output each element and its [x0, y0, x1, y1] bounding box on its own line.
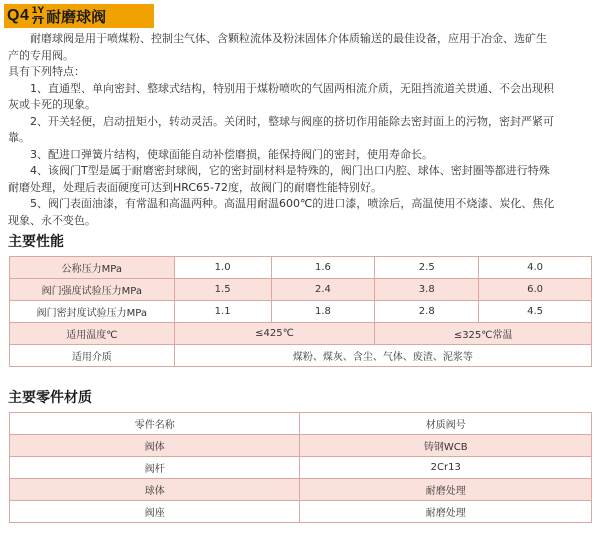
table-cell: 阀体	[10, 435, 300, 457]
title-bar	[4, 4, 154, 28]
performance-heading: 主要性能	[8, 234, 64, 250]
product-name: 耐磨球阀	[46, 7, 107, 26]
table-cell: 3.8	[375, 279, 479, 301]
table-cell: 1.8	[271, 301, 375, 323]
table-cell: 6.0	[479, 279, 592, 301]
table-cell: ≤325℃常温	[375, 323, 592, 345]
table-cell: 2.5	[375, 257, 479, 279]
table-cell: 适用温度℃	[10, 323, 175, 345]
table-cell: 阀门强度试验压力MPa	[10, 279, 175, 301]
intro-line: 4、该阀门T型是属于耐磨密封球阀，它的密封副材料是特殊的，阀门出口内腔、球体、密封圈等都进行特殊	[30, 164, 550, 177]
table-cell: 4.0	[479, 257, 592, 279]
fraction-top: 1Y	[31, 5, 45, 16]
intro-line: 具有下列特点：	[8, 65, 85, 78]
performance-table	[9, 256, 592, 367]
table-cell: 耐磨处理	[300, 479, 592, 501]
table-cell: 阀座	[10, 501, 300, 523]
materials-table	[9, 412, 592, 523]
intro-text	[8, 31, 593, 229]
intro-line: 现象、永不变色。	[8, 213, 96, 227]
intro-line: 灰或卡死的现象。	[8, 98, 96, 111]
table-row	[10, 323, 592, 345]
table-row	[10, 257, 592, 279]
materials-heading: 主要零件材质	[8, 390, 92, 406]
model-prefix: Q4	[7, 7, 30, 24]
intro-line: 1、直通型、单向密封、整球式结构，特别用于煤粉喷吹的气固两相流介质，无阻挡流道关贯通、不会出现积	[30, 81, 554, 95]
table-row	[10, 301, 592, 323]
intro-line: 耐磨球阀是用于喷煤粉、控制尘气体、含颗粒流体及粉沫固体介体质输送的最佳设备，应用于冶金、选矿生	[30, 32, 547, 45]
intro-line: 靠。	[8, 131, 30, 144]
table-row	[10, 479, 592, 501]
table-cell: 球体	[10, 479, 300, 501]
intro-line: 5、阀门表面油漆，有常温和高温两种。高温用耐温600℃的进口漆，喷涂后，高温使用不烧漆、炭化、焦化	[30, 197, 555, 210]
table-row	[10, 279, 592, 301]
table-row	[10, 501, 592, 523]
table-cell: 2.4	[271, 279, 375, 301]
intro-line: 2、开关轻便，启动扭矩小，转动灵活。关闭时，整球与阀座的挤切作用能除去密封面上的污物，密封严紧可	[30, 114, 554, 128]
table-row	[10, 435, 592, 457]
model-fraction	[31, 6, 44, 27]
table-cell: 铸钢WCB	[300, 435, 592, 457]
table-cell: 2Cr13	[300, 457, 592, 479]
table-cell: 1.5	[174, 279, 271, 301]
table-cell: 适用介质	[10, 345, 175, 367]
table-cell: 2.8	[375, 301, 479, 323]
table-cell: ≤425℃	[174, 323, 375, 345]
table-header-cell: 材质阀号	[300, 413, 592, 435]
table-cell: 阀门密封度试验压力MPa	[10, 301, 175, 323]
intro-line: 3、配进口弹簧片结构，使球面能自动补偿磨损，能保持阀门的密封，使用寿命长。	[30, 147, 433, 161]
intro-line: 耐磨处理，处理后表面硬度可达到HRC65-72度，故阀门的耐磨性能特别好。	[8, 180, 383, 194]
table-row	[10, 457, 592, 479]
table-cell: 公称压力MPa	[10, 257, 175, 279]
table-header-cell: 零件名称	[10, 413, 300, 435]
table-cell: 1.1	[174, 301, 271, 323]
table-cell: 煤粉、煤灰、含尘、气体、废渣、泥浆等	[174, 345, 591, 367]
table-row	[10, 413, 592, 435]
table-cell: 阀杆	[10, 457, 300, 479]
table-cell: 1.6	[271, 257, 375, 279]
table-cell: 4.5	[479, 301, 592, 323]
table-row	[10, 345, 592, 367]
intro-line: 产的专用阀。	[8, 48, 74, 62]
table-cell: 耐磨处理	[300, 501, 592, 523]
fraction-bottom: 7T	[31, 16, 44, 27]
table-cell: 1.0	[174, 257, 271, 279]
